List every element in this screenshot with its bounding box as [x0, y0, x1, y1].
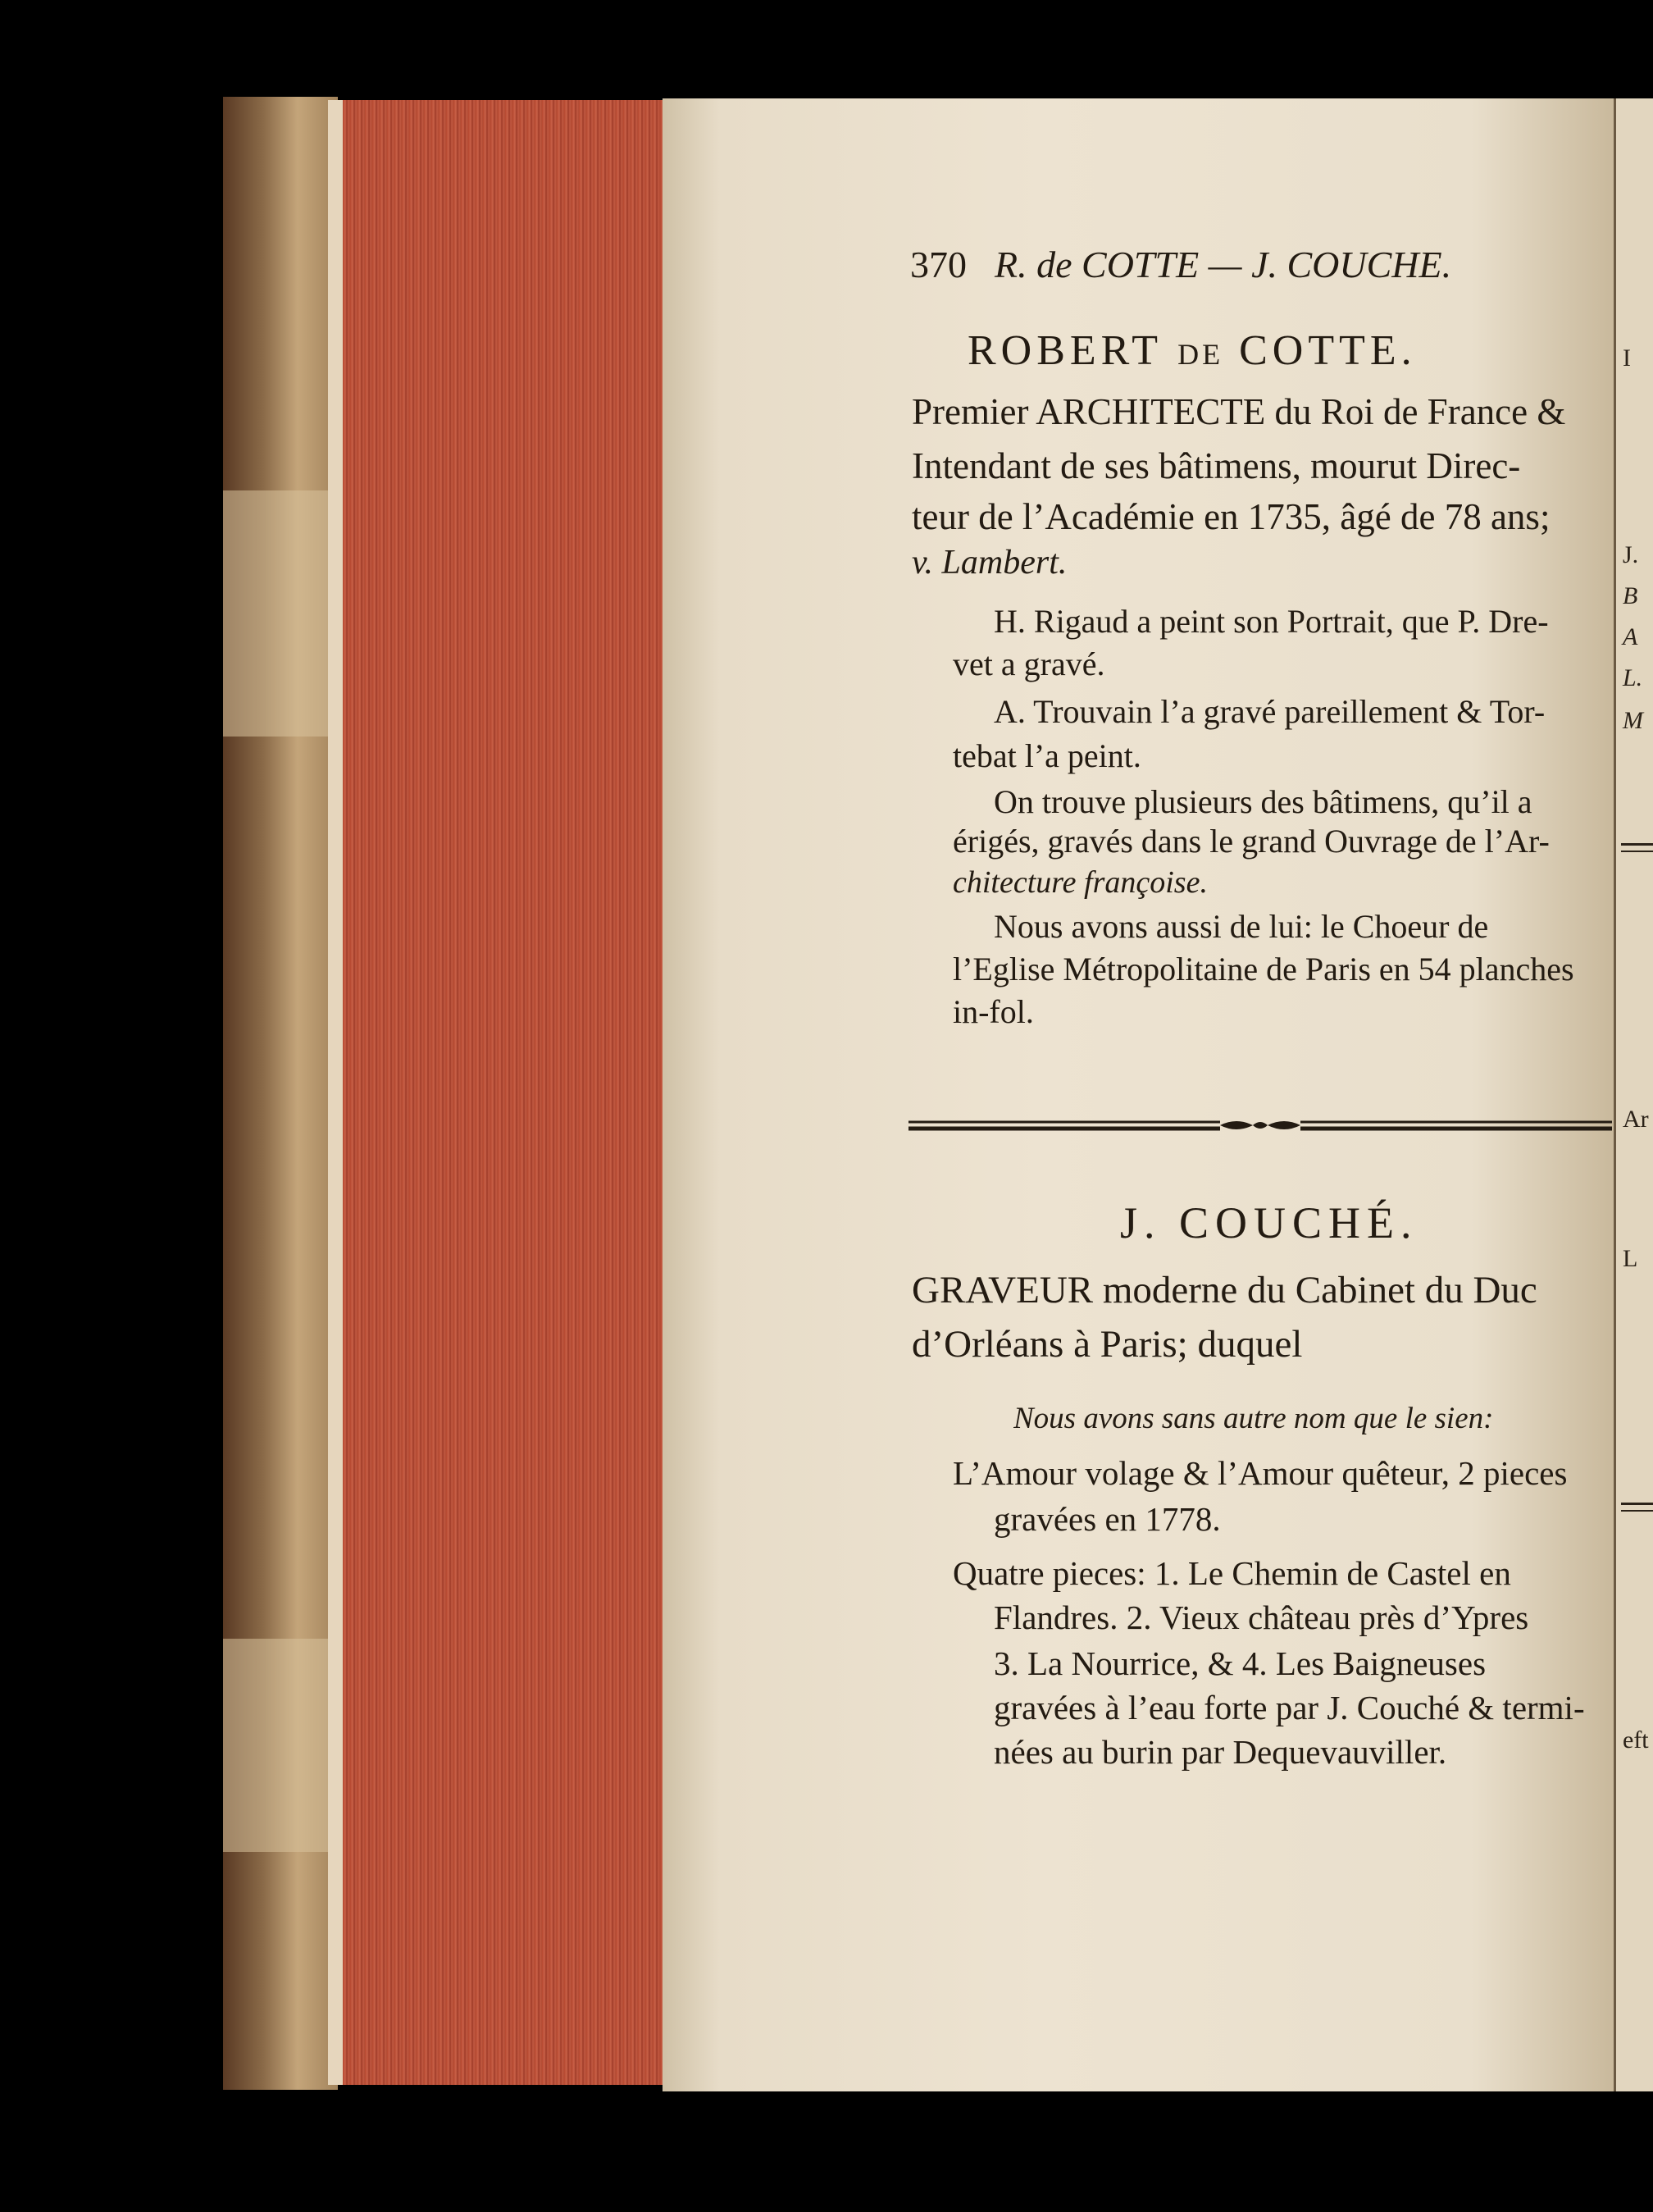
- binding-panel: [223, 1639, 338, 1852]
- running-head: [910, 243, 1451, 286]
- list-item: Quatre pieces: 1. Le Chemin de Castel en: [953, 1554, 1511, 1592]
- binding-panel: [223, 490, 338, 737]
- adjacent-fragment: J.: [1623, 541, 1639, 568]
- section-heading-robert-de-cotte: [968, 326, 1417, 375]
- list-item: nées au burin par Dequevauviller.: [994, 1733, 1447, 1771]
- adjacent-rule: [1621, 843, 1653, 852]
- running-head-title: R. de COTTE — J. COUCHE.: [995, 244, 1452, 285]
- list-item: 3. La Nourrice, & 4. Les Baigneuses: [994, 1644, 1487, 1682]
- list-item: L’Amour volage & l’Amour quêteur, 2 pieces: [953, 1454, 1568, 1492]
- body-line: Intendant de ses bâtimens, mourut Direc-: [912, 445, 1521, 486]
- adjacent-fragment: B: [1623, 582, 1638, 609]
- adjacent-fragment: L.: [1623, 664, 1643, 691]
- body-line: Premier ARCHITECTE du Roi de France &: [912, 391, 1566, 432]
- body-line: d’Orléans à Paris; duquel: [912, 1323, 1303, 1366]
- heading-word: ROBERT: [968, 327, 1163, 374]
- heading-word: COTTE.: [1239, 327, 1417, 374]
- adjacent-fragment: L: [1623, 1245, 1638, 1272]
- note-line: in-fol.: [953, 993, 1034, 1030]
- note-line: Nous avons aussi de lui: le Choeur de: [994, 908, 1489, 945]
- list-item: gravées en 1778.: [994, 1500, 1221, 1538]
- note-line: On trouve plusieurs des bâtimens, qu’il a: [994, 783, 1532, 820]
- note-line: érigés, gravés dans le grand Ouvrage de l’Ar-: [953, 823, 1550, 860]
- adjacent-fragment: I: [1623, 344, 1631, 372]
- body-line: v. Lambert.: [912, 544, 1068, 582]
- body-line: teur de l’Académie en 1735, âgé de 78 ans;: [912, 496, 1551, 537]
- note-line: chitecture françoise.: [953, 865, 1208, 900]
- adjacent-fragment: Ar: [1623, 1106, 1649, 1133]
- adjacent-fragment: M: [1623, 707, 1643, 734]
- list-item: Flandres. 2. Vieux château près d’Ypres: [994, 1599, 1529, 1636]
- book-binding: [223, 97, 338, 2090]
- adjacent-page: [1614, 98, 1653, 2091]
- adjacent-rule: [1621, 1503, 1653, 1512]
- note-line: A. Trouvain l’a gravé pareillement & Tor-: [994, 693, 1546, 730]
- ornamental-rule: [908, 1117, 1612, 1135]
- section-heading-couche: J. COUCHÉ.: [1120, 1198, 1418, 1247]
- note-line: tebat l’a peint.: [953, 737, 1141, 774]
- red-fore-edge: [328, 100, 664, 2085]
- adjacent-fragment: eft: [1623, 1726, 1649, 1754]
- subhead: Nous avons sans autre nom que le sien:: [1013, 1402, 1494, 1435]
- note-line: l’Eglise Métropolitaine de Paris en 54 planches: [953, 951, 1574, 987]
- page-number: 370: [910, 244, 967, 285]
- body-line: GRAVEUR moderne du Cabinet du Duc: [912, 1269, 1537, 1311]
- note-line: H. Rigaud a peint son Portrait, que P. Dre-: [994, 603, 1549, 640]
- adjacent-fragment: A: [1623, 623, 1638, 650]
- heading-particle: DE: [1177, 338, 1224, 371]
- list-item: gravées à l’eau forte par J. Couché & termi-: [994, 1689, 1585, 1726]
- note-line: vet a gravé.: [953, 645, 1105, 682]
